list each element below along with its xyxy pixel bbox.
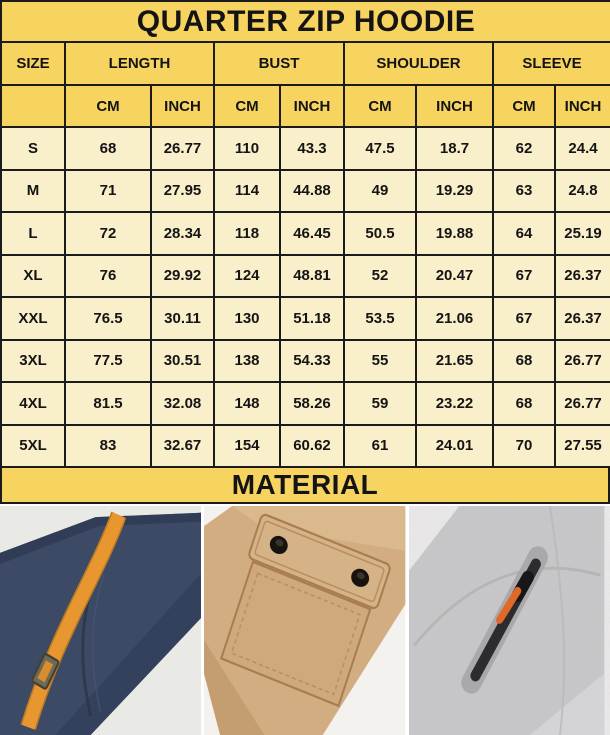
value-cell: 68 — [493, 382, 555, 425]
size-cell: M — [1, 170, 65, 213]
size-table-body — [1, 127, 610, 467]
unit-header: CM — [214, 85, 280, 127]
value-cell: 26.77 — [151, 127, 214, 170]
value-cell: 81.5 — [65, 382, 151, 425]
value-cell: 55 — [344, 340, 416, 383]
length-column-header: LENGTH — [65, 42, 214, 85]
empty-corner-cell — [1, 85, 65, 127]
value-cell: 70 — [493, 425, 555, 468]
table-row — [1, 425, 610, 468]
value-cell: 32.08 — [151, 382, 214, 425]
value-cell: 46.45 — [280, 212, 344, 255]
navy-fabric-photo — [0, 506, 201, 735]
value-cell: 72 — [65, 212, 151, 255]
value-cell: 154 — [214, 425, 280, 468]
value-cell: 19.29 — [416, 170, 493, 213]
value-cell: 130 — [214, 297, 280, 340]
value-cell: 61 — [344, 425, 416, 468]
value-cell: 21.65 — [416, 340, 493, 383]
value-cell: 67 — [493, 297, 555, 340]
value-cell: 25.19 — [555, 212, 610, 255]
value-cell: 48.81 — [280, 255, 344, 298]
value-cell: 59 — [344, 382, 416, 425]
value-cell: 83 — [65, 425, 151, 468]
value-cell: 58.26 — [280, 382, 344, 425]
unit-header: CM — [493, 85, 555, 127]
value-cell: 30.11 — [151, 297, 214, 340]
table-row — [1, 255, 610, 298]
unit-header: INCH — [280, 85, 344, 127]
value-cell: 68 — [493, 340, 555, 383]
material-photo-gray-zipper — [409, 506, 610, 735]
sleeve-column-header: SLEEVE — [493, 42, 610, 85]
unit-header: CM — [344, 85, 416, 127]
size-cell: 4XL — [1, 382, 65, 425]
bust-column-header: BUST — [214, 42, 344, 85]
value-cell: 114 — [214, 170, 280, 213]
value-cell: 26.77 — [555, 382, 610, 425]
value-cell: 148 — [214, 382, 280, 425]
table-row — [1, 170, 610, 213]
value-cell: 20.47 — [416, 255, 493, 298]
value-cell: 23.22 — [416, 382, 493, 425]
title-row — [1, 1, 610, 42]
value-cell: 24.4 — [555, 127, 610, 170]
value-cell: 63 — [493, 170, 555, 213]
material-photo-khaki-pocket — [204, 506, 405, 735]
material-photo-navy-strap — [0, 506, 201, 735]
value-cell: 77.5 — [65, 340, 151, 383]
value-cell: 24.01 — [416, 425, 493, 468]
value-cell: 52 — [344, 255, 416, 298]
value-cell: 21.06 — [416, 297, 493, 340]
value-cell: 64 — [493, 212, 555, 255]
unit-header: CM — [65, 85, 151, 127]
size-cell: L — [1, 212, 65, 255]
unit-header-row — [1, 85, 610, 127]
size-cell: 5XL — [1, 425, 65, 468]
shoulder-column-header: SHOULDER — [344, 42, 493, 85]
table-row — [1, 127, 610, 170]
value-cell: 54.33 — [280, 340, 344, 383]
value-cell: 28.34 — [151, 212, 214, 255]
value-cell: 26.77 — [555, 340, 610, 383]
unit-header: INCH — [416, 85, 493, 127]
value-cell: 71 — [65, 170, 151, 213]
table-row — [1, 382, 610, 425]
value-cell: 27.55 — [555, 425, 610, 468]
value-cell: 18.7 — [416, 127, 493, 170]
unit-header: INCH — [151, 85, 214, 127]
value-cell: 62 — [493, 127, 555, 170]
table-row — [1, 297, 610, 340]
value-cell: 76.5 — [65, 297, 151, 340]
value-cell: 60.62 — [280, 425, 344, 468]
value-cell: 68 — [65, 127, 151, 170]
material-heading: MATERIAL — [0, 468, 610, 504]
value-cell: 53.5 — [344, 297, 416, 340]
size-cell: 3XL — [1, 340, 65, 383]
value-cell: 26.37 — [555, 297, 610, 340]
value-cell: 44.88 — [280, 170, 344, 213]
value-cell: 76 — [65, 255, 151, 298]
value-cell: 27.95 — [151, 170, 214, 213]
value-cell: 124 — [214, 255, 280, 298]
value-cell: 26.37 — [555, 255, 610, 298]
table-row — [1, 340, 610, 383]
value-cell: 49 — [344, 170, 416, 213]
value-cell: 32.67 — [151, 425, 214, 468]
size-column-header: SIZE — [1, 42, 65, 85]
value-cell: 47.5 — [344, 127, 416, 170]
gray-fabric-photo — [409, 506, 610, 735]
value-cell: 67 — [493, 255, 555, 298]
value-cell: 43.3 — [280, 127, 344, 170]
value-cell: 19.88 — [416, 212, 493, 255]
group-header-row — [1, 42, 610, 85]
size-cell: XXL — [1, 297, 65, 340]
value-cell: 24.8 — [555, 170, 610, 213]
material-photos — [0, 504, 610, 735]
size-cell: XL — [1, 255, 65, 298]
value-cell: 118 — [214, 212, 280, 255]
value-cell: 138 — [214, 340, 280, 383]
value-cell: 50.5 — [344, 212, 416, 255]
value-cell: 30.51 — [151, 340, 214, 383]
unit-header: INCH — [555, 85, 610, 127]
size-cell: S — [1, 127, 65, 170]
value-cell: 110 — [214, 127, 280, 170]
page-title: QUARTER ZIP HOODIE — [1, 1, 610, 42]
table-row — [1, 212, 610, 255]
value-cell: 51.18 — [280, 297, 344, 340]
value-cell: 29.92 — [151, 255, 214, 298]
khaki-fabric-photo — [204, 506, 405, 735]
